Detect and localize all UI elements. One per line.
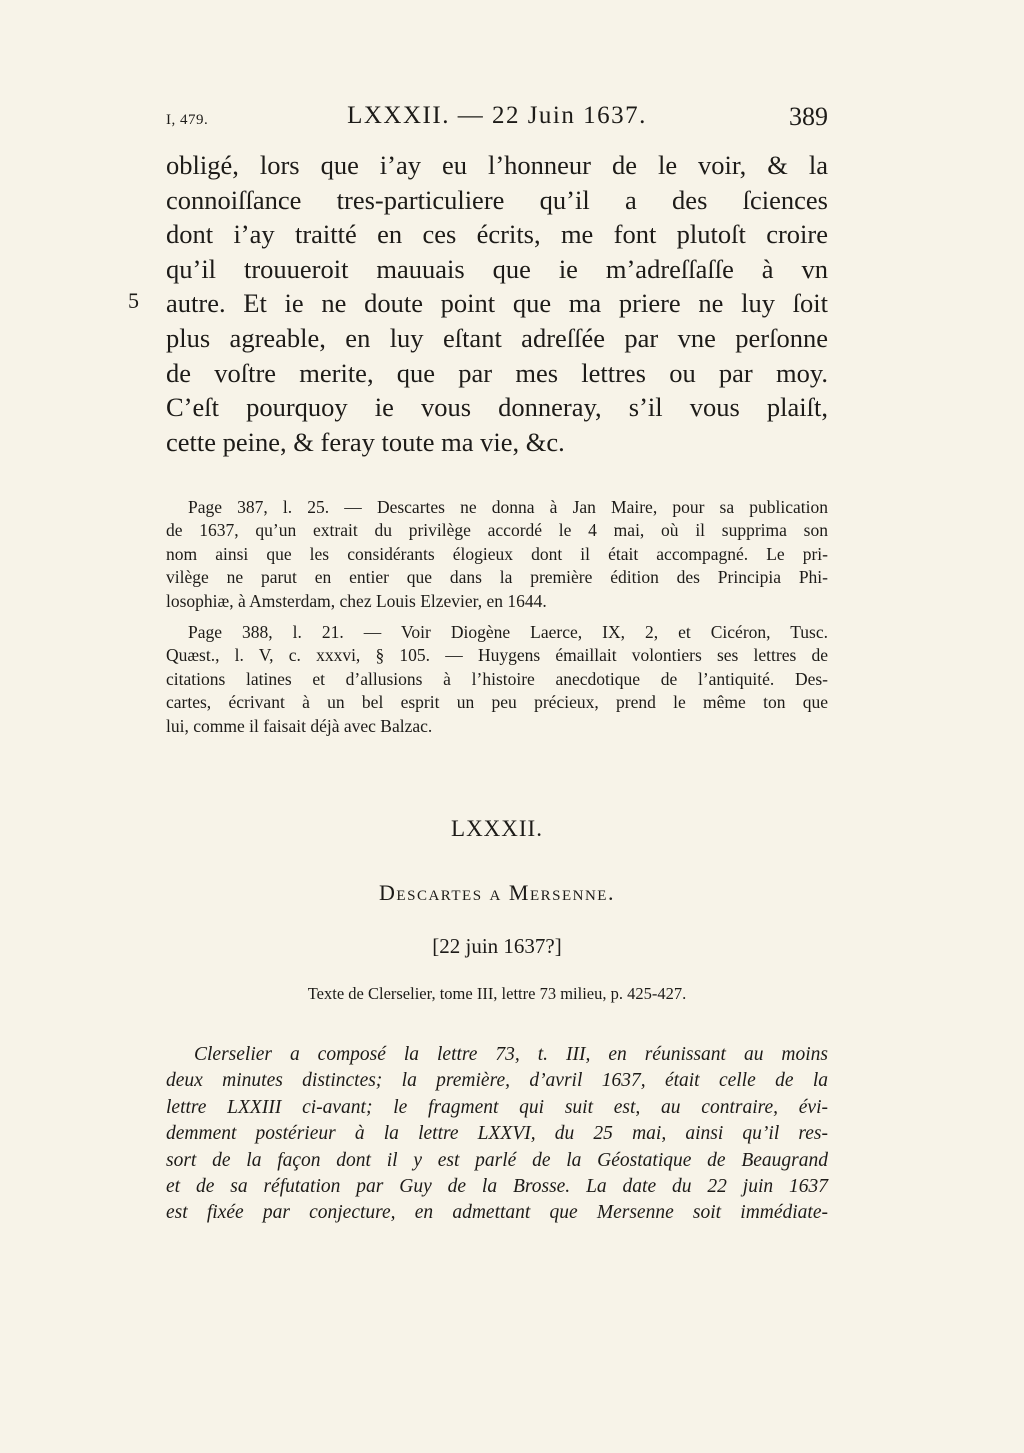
- note-line: vilège ne parut en entier que dans la première édition des Principia Phi-: [166, 567, 828, 588]
- note-line: Page 387, l. 25. — Descartes ne donna à Jan Maire, pour sa publication: [188, 497, 828, 517]
- note-line: lui, comme il faisait déjà avec Balzac.: [166, 715, 433, 736]
- intro-line: deux minutes distinctes; la première, d’avril 1637, était celle de la: [166, 1070, 828, 1092]
- body-line: autre. Et ie ne doute point que ma priere ne luy ſoit: [166, 288, 828, 319]
- note-line: de 1637, qu’un extrait du privilège accordé le 4 mai, où il supprima son: [166, 520, 828, 541]
- note-line: Page 388, l. 21. — Voir Diogène Laerce, IX, 2, et Cicéron, Tusc.: [188, 622, 828, 643]
- body-line: de voſtre merite, que par mes lettres ou par moy.: [166, 357, 828, 388]
- letter-number: LXXXII.: [451, 816, 543, 841]
- body-line: qu’il trouueroit mauuais que ie m’adreſſaſſe à vn: [166, 253, 828, 284]
- letter-title: Descartes a Mersenne.: [379, 880, 615, 905]
- note-page-387: [166, 496, 828, 613]
- intro-line: Clerselier a composé la lettre 73, t. III, en réunissant au moins: [194, 1044, 828, 1065]
- letter-date: [22 juin 1637?]: [432, 934, 562, 958]
- margin-line-number: 5: [128, 288, 139, 313]
- body-line: C’eſt pourquoy ie vous donneray, s’il vous plaiſt,: [166, 392, 828, 423]
- intro-line: demment postérieur à la lettre LXXVI, du 25 mai, ainsi qu’il res-: [166, 1123, 828, 1145]
- editorial-introduction: [166, 1042, 828, 1227]
- body-line: connoiſſance tres-particuliere qu’il a des ſciences: [166, 184, 828, 215]
- body-line: dont i’ay traitté en ces écrits, me font plutoſt croire: [166, 219, 828, 250]
- running-head: [166, 102, 828, 138]
- note-line: citations latines et d’allusions à l’histoire anecdotique de l’antiquité. Des-: [166, 668, 828, 689]
- intro-line: est fixée par conjecture, en admettant que Mersenne soit immédiate-: [166, 1202, 828, 1224]
- note-line: cartes, écrivant à un bel esprit un peu précieux, prend le même ton que: [166, 692, 828, 713]
- body-line: obligé, lors que i’ay eu l’honneur de le voir, & la: [166, 150, 828, 180]
- letter-body-text: [166, 148, 828, 459]
- intro-line: lettre LXXIII ci-avant; le fragment qui suit est, au contraire, évi-: [166, 1096, 828, 1118]
- note-page-388: [166, 621, 828, 738]
- intro-line: et de sa réfutation par Guy de la Brosse. La date du 22 juin 1637: [166, 1176, 828, 1198]
- running-title: LXXXII. — 22 Juin 1637.: [347, 102, 647, 129]
- editorial-notes: [166, 496, 828, 746]
- note-line: losophiæ, à Amsterdam, chez Louis Elzevier, en 1644.: [166, 590, 547, 611]
- note-line: nom ainsi que les considérants élogieux dont il était accompagné. Le pri-: [166, 543, 828, 564]
- volume-reference: I, 479.: [166, 112, 209, 128]
- body-line: plus agreable, en luy eſtant adreſſée par vne perſonne: [166, 322, 828, 353]
- page-number: 389: [789, 102, 828, 131]
- body-line: cette peine, & feray toute ma vie, &c.: [166, 426, 565, 457]
- intro-line: sort de la façon dont il y est parlé de la Géostatique de Beaugrand: [166, 1149, 828, 1171]
- letter-source: Texte de Clerselier, tome III, lettre 73 milieu, p. 425-427.: [307, 984, 687, 1003]
- note-line: Quæst., l. V, c. xxxvi, § 105. — Huygens émaillait volontiers ses lettres de: [166, 645, 828, 666]
